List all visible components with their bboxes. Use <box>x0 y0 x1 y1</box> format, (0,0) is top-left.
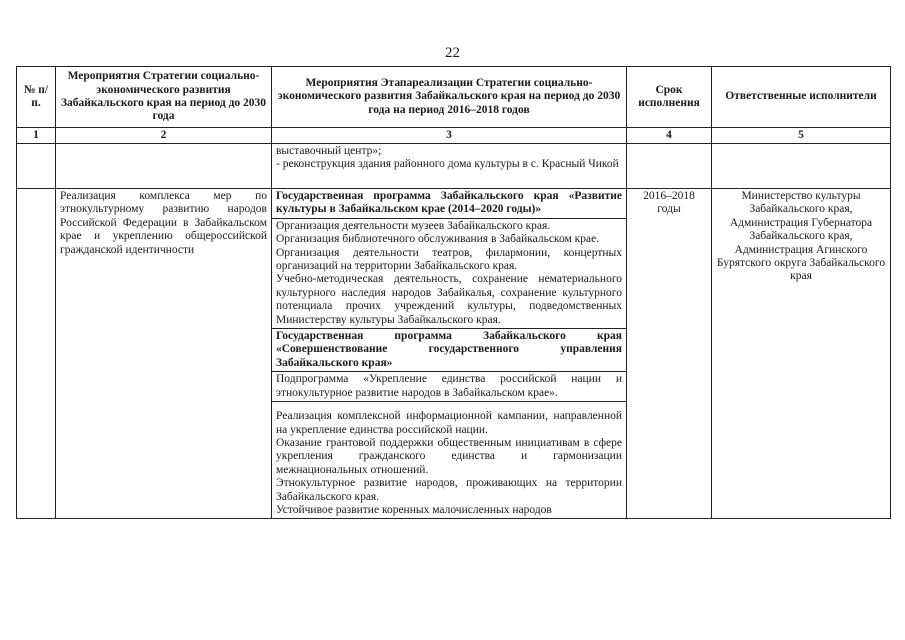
measure-line: Организация деятельности музеев Забайкальского края. <box>276 219 551 232</box>
cell-deadline: 2016–2018 годы <box>627 189 712 519</box>
cell-deadline <box>627 144 712 189</box>
measure-line: Организация библиотечного обслуживания в Забайкальском крае. <box>276 233 600 246</box>
header-strategy-measures: Мероприятия Стратегии социально-экономического развития Забайкальского края на период до 2030 года <box>56 67 272 128</box>
measure-line: Устойчивое развитие коренных малочисленных народов <box>276 503 552 516</box>
program-measures-culture <box>272 218 626 328</box>
table-row-continued <box>17 144 891 189</box>
cell-strategy-measure: Реализация комплекса мер по этнокультурному развитию народов Российской Федерации в Забайкальском крае и укреплению общероссийской гражданской идентичности <box>56 189 272 519</box>
continued-text-line: выставочный центр»; <box>276 145 382 157</box>
program-measures-unity <box>272 401 626 518</box>
subprogram-unity <box>272 371 626 401</box>
header-number: № п/п. <box>17 67 56 128</box>
column-number: 5 <box>712 128 891 144</box>
page-number: 22 <box>445 45 460 61</box>
continued-text-line: - реконструкция здания районного дома культуры в с. Красный Чикой <box>276 158 619 171</box>
header-responsible: Ответственные исполнители <box>712 67 891 128</box>
program-title-governance: Государственная программа Забайкальского края «Совершенствование государственного управления Забайкальского края» <box>272 328 626 371</box>
cell-responsible: Министерство культуры Забайкальского края, Администрация Губернатора Забайкальского края, Администрация Агинского Бурятского округа Забайкальского края <box>712 189 891 519</box>
column-number: 3 <box>272 128 627 144</box>
program-title-culture: Государственная программа Забайкальского края «Развитие культуры в Забайкальском крае (2014–2020 годы)» <box>276 190 622 216</box>
cell-number <box>17 189 56 519</box>
cell-responsible <box>712 144 891 189</box>
measure-line: Организация деятельности театров, филармонии, концертных организаций на территории Забайкальского края. <box>276 246 622 273</box>
header-stage-measures: Мероприятия Этапареализации Стратегии социально-экономического развития Забайкальского края на период до 2030 года на период 2016–2018 годов <box>272 67 627 128</box>
measure-line: Оказание грантовой поддержки общественным инициативам в сфере укрепления гражданского единства и гармонизации межнациональных отношений. <box>276 436 622 476</box>
measure-line: Реализация комплексной информационной кампании, направленной на укрепление единства российской нации. <box>276 410 622 436</box>
column-number: 4 <box>627 128 712 144</box>
header-row <box>17 67 891 128</box>
cell-number <box>17 144 56 189</box>
column-number: 2 <box>56 128 272 144</box>
measure-line: Подпрограмма «Укрепление единства российской нации и этнокультурное развитие народов в Забайкальском крае». <box>276 373 622 399</box>
header-deadline: Срок исполнения <box>627 67 712 128</box>
cell-stage-measures <box>272 144 627 189</box>
strategy-table <box>16 66 891 519</box>
column-number-row <box>17 128 891 144</box>
table-row-ethnocultural <box>17 189 891 519</box>
column-number: 1 <box>17 128 56 144</box>
cell-strategy-measure <box>56 144 272 189</box>
measure-line: Этнокультурное развитие народов, проживающих на территории Забайкальского края. <box>276 477 622 503</box>
cell-stage-measures <box>272 189 627 519</box>
measure-line: Учебно-методическая деятельность, сохранение нематериального культурного наследия народов Забайкалья, сохранение культурного потенциала прочих учреждений культуры, подведомственных Министерству культуры Забайкальского края. <box>276 273 622 326</box>
